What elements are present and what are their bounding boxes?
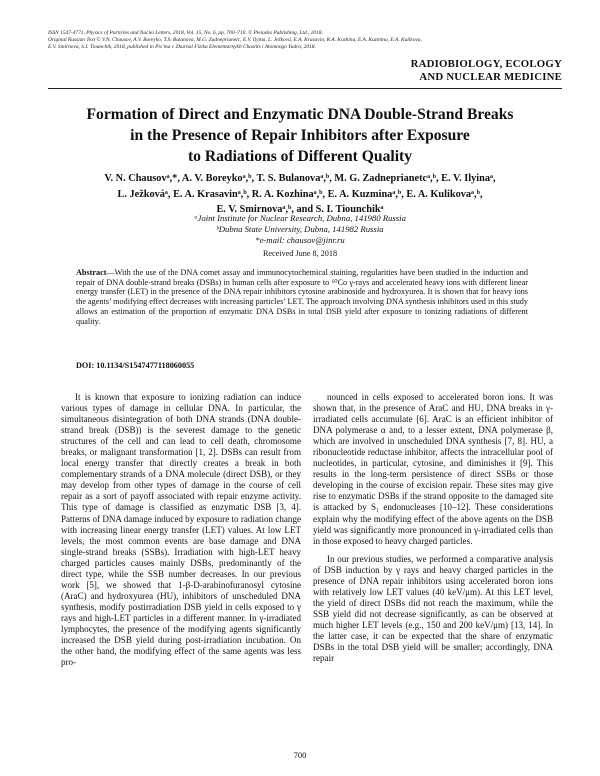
author-list: [50, 171, 550, 218]
body-paragraph: It is known that exposure to ionizing radiation can induce various types of damage in cellular DNA. In particular, the simultaneous disintegration of both DNA strands (DNA double-strand break (DSB)) is the severest damage to the genetic structures of the cell and can lead to cell death, chromosome breaks, or malignant transformation [1, 2]. DSBs can result from local energy transfer that directly creates a break in both complementary strands of a DNA molecule (direct DSB), or they may develop from other types of damage in the course of cell repair as a sort of payoff associated with repair enzyme activity. This type of damage is classified as enzymatic DSB [3, 4]. Patterns of DNA damage induced by exposure to radiation change with increasing linear energy transfer (LET) values. At low LET levels, the most common events are base damage and DNA single-strand breaks (SSBs). Irradiation with high-LET heavy charged particles causes mainly DSBs, predominantly of the direct type, while the SSB number decreases. In our previous work [5], we showed that 1-β-D-arabinofuranosyl cytosine (AraC) and hydroxyurea (HU), inhibitors of unscheduled DNA synthesis, modify postirradiation DSB yield in cells exposed to γ rays and high-LET particles in a different manner. In γ-irradiated lymphocytes, the presence of the modifying agents significantly increased the DSB yield during post-irradiation incubation. On the other hand, the modifying effect of the same agents was less pro-: [61, 392, 301, 668]
author-line: V. N. Chausovᵃ,*, A. V. Boreykoᵃ,ᵇ, T. S. Bulanovaᵃ,ᵇ, M. G. Zadneprianetcᵃ,ᵇ, E. V. Ilyinaᵃ,: [104, 173, 496, 184]
abstract: [76, 268, 528, 326]
journal-header: [48, 30, 568, 52]
header-line: ISSN 1547-4771, Physics of Particles and Nuclei Letters, 2018, Vol. 15, No. 6, pp. 700–710. © Pleiades Publishing, Ltd., 2018.: [48, 30, 323, 36]
author-line: E. V. Smirnovaᵃ,ᵇ, and S. I. Tiounchikᵃ: [216, 204, 384, 215]
header-line: E.V. Smirnova, S.I. Tiounchik, 2018, published in Pis’ma v Zhurnal Fizika Elementarnykh Chastits i Atomnogo Yadra, 2018.: [48, 44, 316, 51]
page-number: 700: [293, 750, 307, 760]
received-date: Received June 8, 2018: [262, 249, 338, 258]
title-line: in the Presence of Repair Inhibitors after Exposure: [130, 127, 470, 144]
section-divider: [48, 88, 562, 89]
abstract-label: Abstract: [76, 268, 107, 277]
contact-email[interactable]: *e-mail: chausov@jinr.ru: [255, 235, 345, 245]
header-line: Original Russian Text © V.N. Chausov, A.V. Boreyko, T.S. Bulanova, M.G. Zadneprianetc, E.V. Ilyina, L. Ježková, E.A. Krasavin, R.A. Kozhina, E.A. Kuzmina, E.A. Kulikova,: [48, 37, 422, 44]
affiliation-a: ᵃJoint Institute for Nuclear Research, Dubna, 141980 Russia: [194, 213, 406, 223]
doi[interactable]: DOI: 10.1134/S1547477118060055: [76, 361, 195, 370]
title-line: Formation of Direct and Enzymatic DNA Double-Strand Breaks: [86, 106, 514, 123]
paper-title: [40, 104, 560, 167]
author-line: L. Ježkováᵃ, E. A. Krasavinᵃ,ᵇ, R. A. Kozhinaᵃ,ᵇ, E. A. Kuzminaᵃ,ᵇ, E. A. Kulikovaᵃ,ᵇ,: [117, 188, 483, 200]
title-line: to Radiations of Different Quality: [187, 148, 413, 165]
section-line: AND NUCLEAR MEDICINE: [419, 71, 562, 83]
abstract-text: —With the use of the DNA comet assay and immunocytochemical staining, regularities have been studied in the induction and repair of DNA double-strand breaks (DSBs) in human cells after exposure to ⁶⁰Co γ-rays and accelerated heavy ions with different linear energy transfer (LET) in the presence of the DNA repair inhibitors cytosine arabinoside and hydroxyurea. It is shown that for heavy ions the agents’ modifying effect decreases with increasing particles’ LET. The approach involving DNA synthesis inhibitors used in this study allows an estimation of the proportion of enzymatic DNA DSBs in total DSB yield after exposure to ionizing radiations of different quality.: [76, 268, 528, 326]
section-heading: [411, 58, 562, 84]
body-column-right: [313, 392, 553, 671]
body-paragraph: nounced in cells exposed to accelerated boron ions. It was shown that, in the presence of AraC and HU, DNA breaks in γ-irradiated cells accumulate [6]. AraC is an efficient inhibitor of DNA polymerase α and, to a lesser extent, DNA polymerase β, which are involved in unscheduled DNA synthesis [7, 8]. HU, a ribonucleotide reductase inhibitor, affects the intracellular pool of nucleotides, in particular, cytosine, and diminishes it [9]. This results in the long-term persistence of direct SSBs or those developing in the course of excision repair. These sites may give rise to enzymatic DSBs if the strand opposite to the damaged site is attacked by S₁ endonucleases [10–12]. These considerations explain why the modifying effect of the above agents on the DSB yield was significantly more pronounced in γ-irradiated cells than in those exposed to heavy charged particles.: [313, 392, 553, 546]
body-column-left: [61, 392, 301, 675]
affiliations: [100, 213, 500, 246]
body-paragraph: In our previous studies, we performed a comparative analysis of DSB induction by γ rays and heavy charged particles in the presence of DNA repair inhibitors using accelerated boron ions with relatively low LET values (40 keV/μm). At this LET level, the yield of direct DSBs did not reach the maximum, while the SSB yield did not decrease significantly, as can be observed at much higher LET levels (e.g., 150 and 200 keV/μm) [13, 14]. In the latter case, it can be expected that the share of enzymatic DSBs in the total DSB yield will be smaller; accordingly, DNA repair: [313, 553, 553, 664]
section-line: RADIOBIOLOGY, ECOLOGY: [410, 58, 562, 70]
affiliation-b: ᵇDubna State University, Dubna, 141982 Russia: [216, 224, 384, 234]
